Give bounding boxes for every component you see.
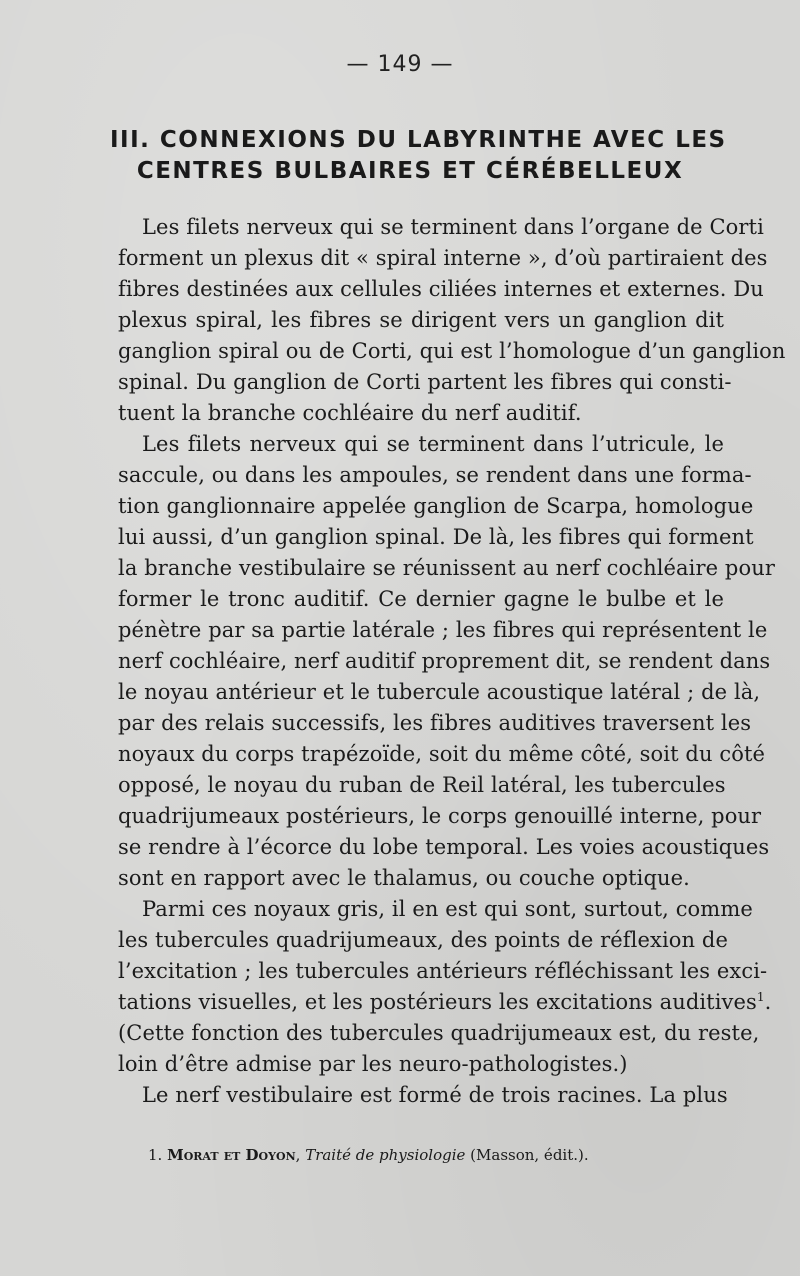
heading-line-2: CENTRES BULBAIRES ET CÉRÉBELLEUX xyxy=(136,158,684,184)
text-line: l’excitation ; les tubercules antérieurs réfléchissant les exci- xyxy=(118,959,768,983)
text-line: saccule, ou dans les ampoules, se rendent dans une forma- xyxy=(118,463,752,487)
text-line: les tubercules quadrijumeaux, des points de réflexion de xyxy=(118,928,728,952)
footnote-publisher: (Masson, édit.). xyxy=(465,1146,589,1164)
text-line: tion ganglionnaire appelée ganglion de Scarpa, homologue xyxy=(118,494,754,518)
text-line: former le tronc auditif. Ce dernier gagne le bulbe et le xyxy=(118,587,724,611)
footnote-authors: Morat et Doyon xyxy=(167,1146,296,1164)
text-line: Le nerf vestibulaire est formé de trois racines. La plus xyxy=(142,1083,728,1107)
text-line: se rendre à l’écorce du lobe temporal. Les voies acoustiques xyxy=(118,835,770,859)
page-number: — 149 — xyxy=(346,52,454,77)
text-line: forment un plexus dit « spiral interne », d’où partiraient des xyxy=(118,246,768,270)
text-line: Les filets nerveux qui se terminent dans l’organe de Corti xyxy=(142,215,764,239)
footnote-separator: , xyxy=(295,1146,306,1164)
text-line: par des relais successifs, les fibres auditives traversent les xyxy=(118,711,752,735)
footnote xyxy=(148,1146,708,1164)
text-line: Parmi ces noyaux gris, il en est qui sont, surtout, comme xyxy=(142,897,753,921)
body-text xyxy=(118,212,786,1111)
footnote-reference[interactable]: 1 xyxy=(756,990,765,1004)
text-line: Les filets nerveux qui se terminent dans l’utricule, le xyxy=(142,432,724,456)
section-heading xyxy=(110,124,727,186)
heading-line-1: III. CONNEXIONS DU LABYRINTHE AVEC LES xyxy=(110,127,727,153)
text-line: pénètre par sa partie latérale ; les fibres qui représentent le xyxy=(118,618,768,642)
text-line: lui aussi, d’un ganglion spinal. De là, les fibres qui forment xyxy=(118,525,754,549)
text-line: plexus spiral, les fibres se dirigent vers un ganglion dit xyxy=(118,308,724,332)
text-line-with-footnote xyxy=(118,987,772,1018)
text-line: la branche vestibulaire se réunissent au nerf cochléaire pour xyxy=(118,556,775,580)
text-line: opposé, le noyau du ruban de Reil latéral, les tubercules xyxy=(118,773,726,797)
text-line: tuent la branche cochléaire du nerf auditif. xyxy=(118,401,582,425)
text-line: spinal. Du ganglion de Corti partent les fibres qui consti- xyxy=(118,370,732,394)
footnote-number: 1. xyxy=(148,1146,163,1164)
text-line: sont en rapport avec le thalamus, ou couche optique. xyxy=(118,866,690,890)
text-line: (Cette fonction des tubercules quadrijumeaux est, du reste, xyxy=(118,1021,760,1045)
text-fragment: tations visuelles, et les postérieurs les excitations auditives xyxy=(118,990,757,1014)
text-line: noyaux du corps trapézoïde, soit du même côté, soit du côté xyxy=(118,742,766,766)
footnote-title: Traité de physiologie xyxy=(305,1146,466,1164)
text-line: loin d’être admise par les neuro-pathologistes.) xyxy=(118,1052,628,1076)
text-line: ganglion spiral ou de Corti, qui est l’homologue d’un ganglion xyxy=(118,339,786,363)
text-fragment: . xyxy=(764,990,772,1014)
text-line: le noyau antérieur et le tubercule acoustique latéral ; de là, xyxy=(118,680,761,704)
text-line: quadrijumeaux postérieurs, le corps genouillé interne, pour xyxy=(118,804,762,828)
text-line: fibres destinées aux cellules ciliées internes et externes. Du xyxy=(118,277,764,301)
text-line: nerf cochléaire, nerf auditif proprement dit, se rendent dans xyxy=(118,649,771,673)
